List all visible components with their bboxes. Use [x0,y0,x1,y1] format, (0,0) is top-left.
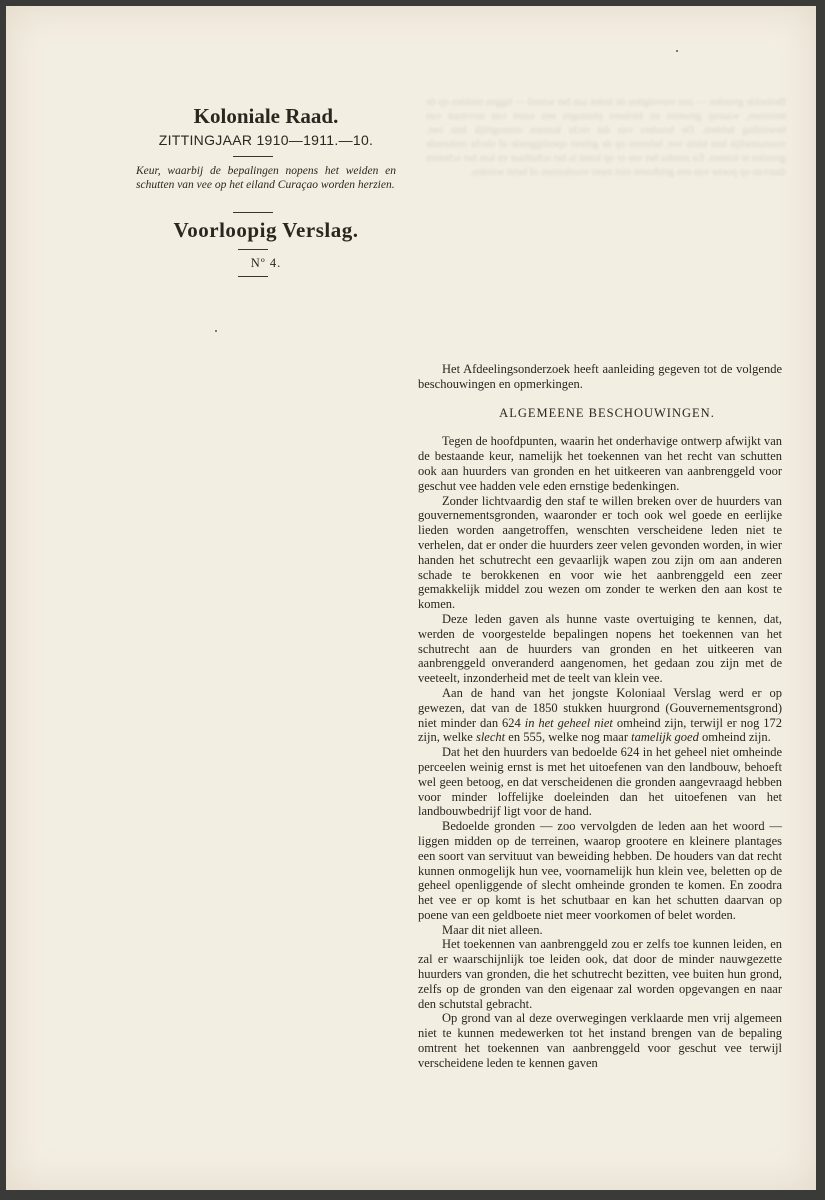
paragraph-statistics: Aan de hand van het jongste Koloniaal Verslag werd er op gewezen, dat van de 1850 stukken huurgrond (Gouvernementsgrond) niet minder dan 624 in het geheel niet omheind zijn, terwijl er nog 172 zijn, welke slecht en 555, welke nog maar tamelijk goed omheind zijn. [418,685,783,745]
paper-speck [676,50,678,52]
document-page [6,6,816,1190]
paragraph: Op grond van al deze overwegingen verklaarde men vrij algemeen niet te kunnen medewerken tot het instand brengen van de bepaling omtrent het toekennen van aanbrenggeld voor geschut vee terwijl verscheidene leden te kennen gaven [418,1011,782,1070]
show-through-text: Bedoelde gronden — zoo vervolgden de leden aan het woord — liggen midden op de terreinen, waarop grootere en kleinere plantages een soort van servituut van beweiding hebben. De houders van dat recht kunnen onmogelijk hun vee, voornamelijk hun klein vee, beletten op de geheel openliggende of slecht omheinde gronden te komen. En zoodra het vee er op komt is het schutbaar en kan het schutten daarvan op poene van een geldboete niet meer voorkomen of belet worden. [426,97,786,178]
intro-paragraph: Het Afdeelingsonderzoek heeft aanleiding gegeven tot de volgende beschouwingen en opmerkingen. [418,362,782,391]
header-rule [233,156,273,157]
paragraph: Dat het den huurders van bedoelde 624 in het geheel niet omheinde perceelen weinig ernst is met het uitoefenen van den landbouw, behoeft wel geen betoog, en dat verscheidenen die gronden aangevraagd hebben voor minder loffelijke doeleinden dan het uitoefenen van het landbouwbedrijf ligt voor de hand. [418,745,782,819]
session-year: ZITTINGJAAR 1910—1911.—10. [158,132,374,148]
paragraph: Tegen de hoofdpunten, waarin het onderhavige ontwerp afwijkt van de bestaande keur, namelijk het toekennen van het recht van schutten ook aan huurders van gronden en het uitkeeren van aanbrenggeld voor geschut vee hadden vele eden ernstige bedenkingen. [418,434,782,493]
bill-subject: Keur, waarbij de bepalingen nopens het weiden en schutten van vee op het eiland Curaçao worden herzien. [136,165,396,191]
paragraph: Deze leden gaven als hunne vaste overtuiging te kennen, dat, werden de voorgestelde bepalingen nopens het toekennen van het schutrecht aan de huurders van gronden en het uitkeeren van aanbrenggeld onveranderd aangenomen, het gedaan zou zijn met de veeteelt, inzonderheid met de teelt van klein vee. [418,611,782,686]
subject-rule [233,212,273,213]
paragraph: Bedoelde gronden — zoo vervolgden de leden aan het woord — liggen midden op de terreinen, waarop grootere en kleinere plantages een soort van servituut van beweiding hebben. De houders van dat recht kunnen onmogelijk hun vee, voornamelijk hun klein vee, beletten op de geheel openliggende of slecht omheinde gronden te komen. En zoodra het vee er op komt is het schutbaar en kan het schutten daarvan op poene van een geldboete niet meer voorkomen of belet worden. [418,819,782,922]
report-rule [238,249,268,250]
paragraph: Zonder lichtvaardig den staf te willen breken over de huurders van gouvernementsgronden, waaronder er toch ook wel goede en eerlijke lieden worden aangetroffen, wenschten verscheidene leden niet te verhelen, dat er onder die huurders zeer velen gevonden worden, in wier handen het schutrecht een gevaarlijk wapen zou zijn om aan anderen schade te berokkenen en voor wie het aanbrenggeld een zeer gemakkelijk middel zou wezen om zonder te werken den aan kost te komen. [418,493,782,612]
report-number: Nº 4. [250,256,282,270]
paragraph: Het toekennen van aanbrenggeld zou er zelfs toe kunnen leiden, en zal er waarschijnlijk toe leiden ook, dat door de minder nauwgezette huurders van gronden, die het schutrecht bezitten, vee buiten hun grond, zelfs op de gronden van den eigenaar zal worden opgevangen en naar den schutstal gebracht. [418,937,782,1011]
number-rule [238,276,268,277]
paper-speck [215,330,217,332]
council-title: Koloniale Raad. [193,104,339,128]
report-body [418,362,782,1071]
section-heading: ALGEMEENE BESCHOUWINGEN. [499,405,715,420]
paragraph: Maar dit niet alleen. [442,922,543,937]
report-title: Voorloopig Verslag. [173,218,359,242]
